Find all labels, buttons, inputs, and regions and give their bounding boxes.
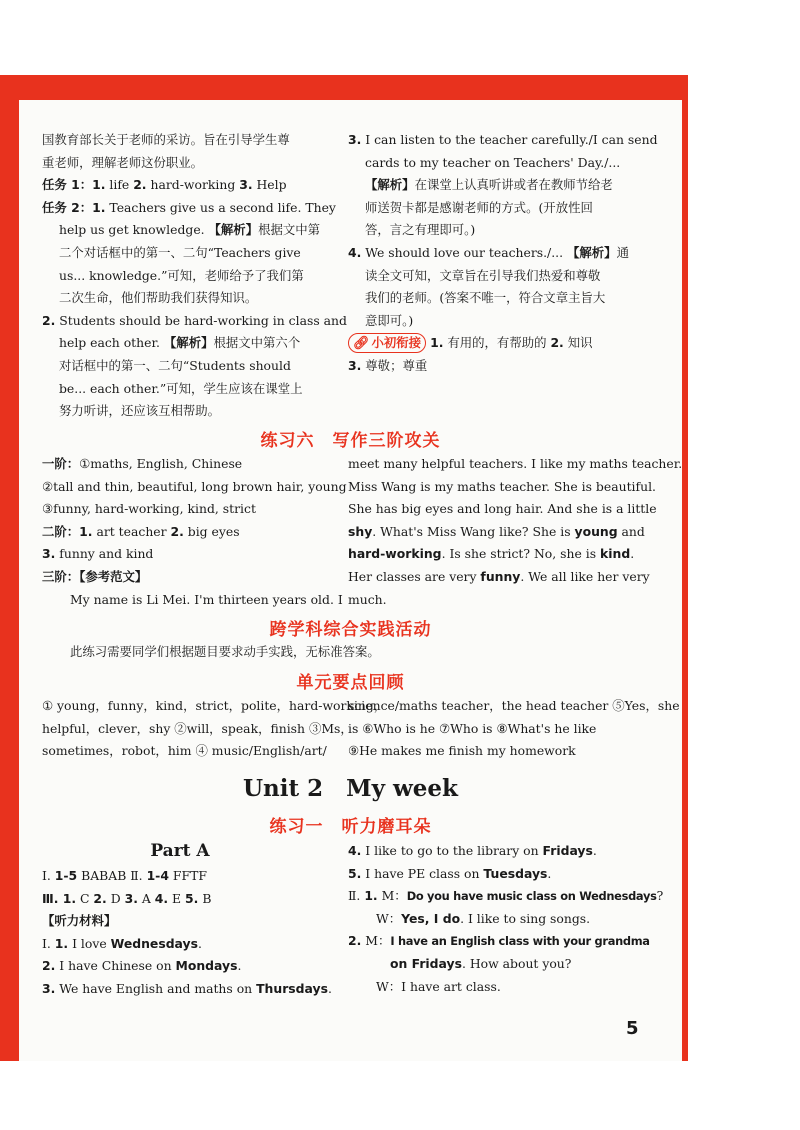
- script-line: 4. I like to go to the library on Fridays.: [348, 843, 597, 858]
- essay-line: much.: [348, 591, 387, 607]
- task1-line: 任务 1：1. life 2. hard-working 3. Help: [42, 177, 287, 193]
- analysis-line: 【解析】在课堂上认真听讲或者在教师节给老: [365, 177, 613, 193]
- listening-left-column: [42, 865, 342, 1001]
- unit-title: Unit 2 My week: [243, 775, 458, 802]
- text-line: 二次生命，他们帮助我们获得知识。: [59, 290, 258, 306]
- text-line: cards to my teacher on Teachers' Day./...: [365, 154, 621, 170]
- script-line: W：Yes, I do. I like to sing songs.: [376, 910, 591, 926]
- essay-line: hard-working. Is she strict? No, she is kind.: [348, 546, 635, 562]
- stage1-line: 一阶：①maths, English, Chinese: [42, 456, 243, 471]
- review-left-column: [42, 695, 387, 763]
- text-line: ① young，funny，kind，strict，polite，hard-working，: [42, 698, 387, 713]
- text-line: 读全文可知，文章旨在引导我们热爱和尊敬: [365, 267, 601, 283]
- script-line: 2. M：I have an English class with your grandma: [348, 933, 650, 949]
- review-right-column: [348, 695, 680, 763]
- text-line: 国教育部长关于老师的采访。旨在引导学生尊: [42, 132, 290, 147]
- text-line: ②tall and thin, beautiful, long brown hair, young: [42, 478, 347, 494]
- part-a-title: Part A: [150, 841, 210, 861]
- listening-right-column: [348, 840, 664, 998]
- text-line: 我们的老师。(答案不唯一，符合文章主旨大: [365, 290, 606, 306]
- interdisciplinary-text: [70, 641, 630, 664]
- essay-line: She has big eyes and long hair. And she is a little: [348, 501, 657, 517]
- section-heading-listening: 练习一 听力磨耳朵: [269, 817, 432, 837]
- text-line: 二个对话框中的第一、二句“Teachers give: [59, 244, 301, 260]
- script-line: on Fridays. How about you?: [390, 955, 572, 971]
- essay-line: shy. What's Miss Wang like? She is young and: [348, 523, 645, 539]
- script-line: 3. We have English and maths on Thursdays.: [42, 980, 332, 996]
- answer-line: 3. I can listen to the teacher carefully./I can send: [348, 132, 658, 147]
- text-line: 意即可。): [365, 312, 414, 328]
- answer-line: Ⅰ. 1-5 BABAB Ⅱ. 1-4 FFTF: [42, 868, 207, 883]
- answer-line: Ⅲ. 1. C 2. D 3. A 4. E 5. B: [42, 890, 212, 906]
- text-line: 对话框中的第一、二句“Students should: [59, 357, 291, 373]
- bridge-badge: 🔗︎ 小初衔接: [348, 333, 426, 353]
- section-heading-review: 单元要点回顾: [296, 673, 405, 693]
- text-line: 师送贺卡都是感谢老师的方式。(开放性回: [365, 199, 593, 215]
- text-line: helpful，clever，shy ②will，speak，finish ③Ms，: [42, 720, 353, 736]
- script-line: Ⅱ. 1. M：Do you have music class on Wednesdays?: [348, 888, 664, 904]
- essay-line: meet many helpful teachers. I like my maths teacher.: [348, 456, 683, 471]
- text-line: 此练习需要同学们根据题目要求动手实践，无标准答案。: [70, 644, 380, 659]
- essay-line: Miss Wang is my maths teacher. She is beautiful.: [348, 478, 656, 494]
- stage2-line: 二阶：1. art teacher 2. big eyes: [42, 523, 240, 539]
- text-line: 答，言之有理即可。): [365, 222, 476, 238]
- essay-line: Her classes are very funny. We all like her very: [348, 568, 650, 584]
- text-line: be... each other.”可知，学生应该在课堂上: [59, 380, 303, 396]
- script-line: 5. I have PE class on Tuesdays.: [348, 865, 552, 881]
- top-left-column: [42, 129, 347, 423]
- section-heading-writing: 练习六 写作三阶攻关: [260, 431, 441, 451]
- script-line: W：I have art class.: [376, 978, 501, 994]
- link-icon: 🔗︎: [353, 336, 370, 352]
- text-line: ③funny, hard-working, kind, strict: [42, 501, 256, 517]
- script-line: 2. I have Chinese on Mondays.: [42, 958, 242, 974]
- text-line: 努力听讲，还应该互相帮助。: [59, 403, 221, 419]
- stage2-line: 3. funny and kind: [42, 546, 154, 562]
- writing-left-column: [42, 453, 347, 611]
- text-line: science/maths teacher，the head teacher ⑤Yes，she: [348, 698, 680, 713]
- task2-line: help us get knowledge. 【解析】根据文中第: [59, 222, 321, 238]
- task2-line: 任务 2：1. Teachers give us a second life. They: [42, 199, 336, 215]
- top-right-column: [348, 129, 658, 378]
- answer-line: 4. We should love our teachers./... 【解析】通: [348, 244, 629, 260]
- writing-right-column: [348, 453, 683, 611]
- stage3-label: 三阶：【参考范文】: [42, 568, 148, 584]
- page-number: 5: [626, 1018, 639, 1039]
- text-line: ⑨He makes me finish my homework: [348, 743, 576, 759]
- material-label: 【听力材料】: [42, 913, 117, 929]
- answer-line: help each other. 【解析】根据文中第六个: [59, 335, 301, 351]
- bridge-line: 🔗︎ 小初衔接 1. 有用的，有帮助的 2. 知识: [348, 332, 648, 355]
- text-line: 重老师，理解老师这份职业。: [42, 154, 204, 170]
- text-line: sometimes，robot，him ④ music/English/art/: [42, 743, 327, 759]
- section-heading-interdisciplinary: 跨学科综合实践活动: [269, 620, 432, 640]
- bridge-line: 3. 尊敬；尊重: [348, 357, 428, 373]
- essay-line: My name is Li Mei. I'm thirteen years old. I: [70, 591, 343, 607]
- answer-line: 2. Students should be hard-working in class and: [42, 312, 347, 328]
- text-line: is ⑥Who is he ⑦Who is ⑧What's he like: [348, 720, 597, 736]
- text-line: us... knowledge.”可知，老师给予了我们第: [59, 267, 304, 283]
- script-line: Ⅰ. 1. I love Wednesdays.: [42, 935, 202, 951]
